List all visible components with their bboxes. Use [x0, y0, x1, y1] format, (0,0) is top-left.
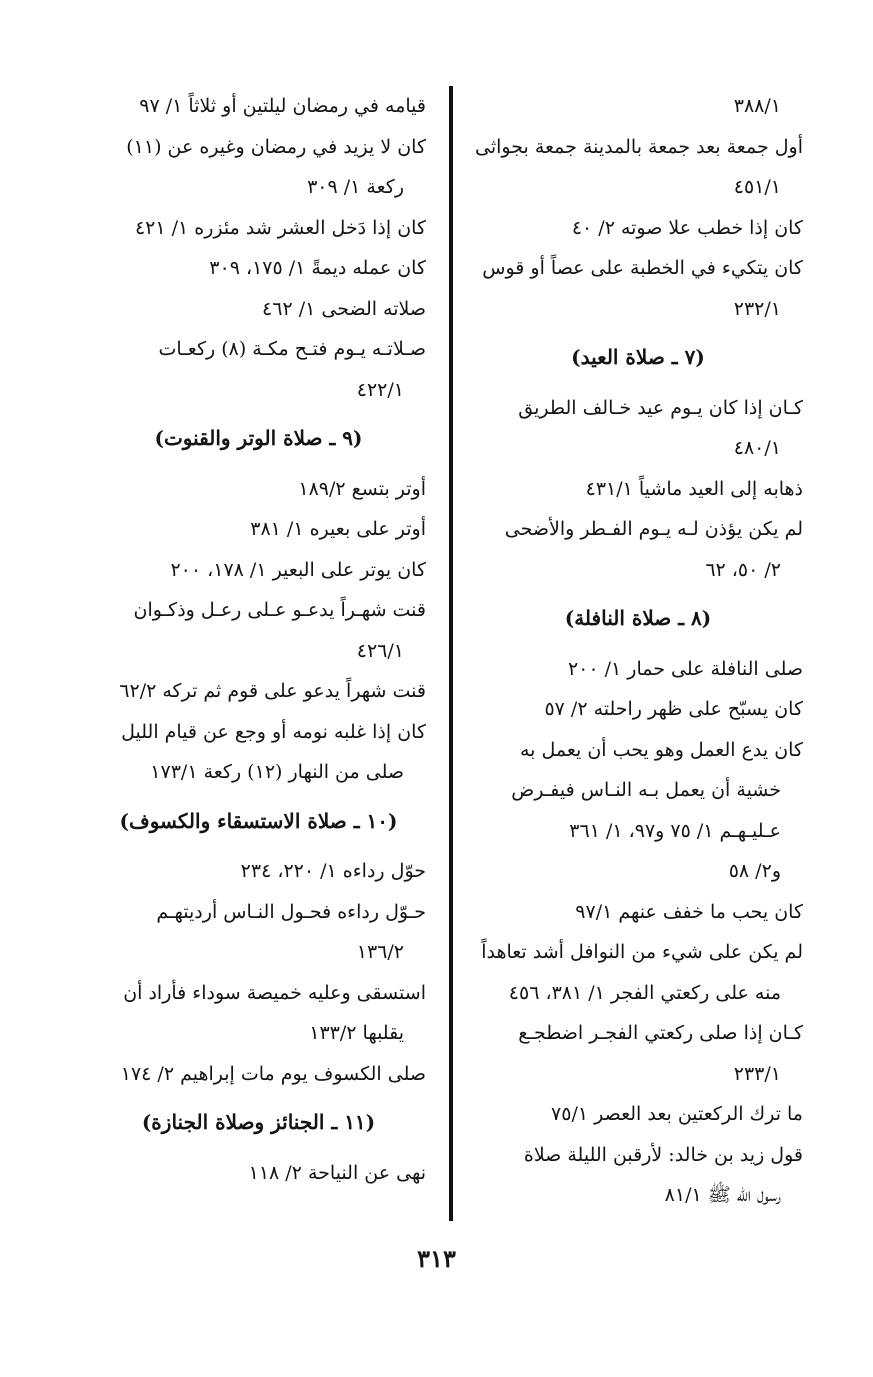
- index-entry-line: صـلاتـه يـوم فتـح مكـة (٨) ركعـات: [158, 338, 426, 360]
- index-entry-line: نهى عن النياحة ٢/ ١١٨: [248, 1161, 426, 1184]
- index-entry-line: لم يكن على شيء من النوافل أشد تعاهداً: [481, 941, 803, 963]
- index-entry-line: كان يوتر على البعير ١/ ١٧٨، ٢٠٠: [170, 558, 426, 581]
- section-heading: (١١ ـ الجنائز وصلاة الجنازة): [141, 1110, 376, 1134]
- index-entry-line: كان إذا خطب علا صوته ٢/ ٤٠: [571, 216, 803, 239]
- index-entry-line: خشية أن يعمل بـه النـاس فيفـرض: [511, 779, 781, 801]
- index-entry-line: ١٣٦/٢: [356, 941, 404, 963]
- index-entry-line: ٤٨٠/١: [733, 437, 781, 459]
- section-heading: (٨ ـ صلاة النافلة): [564, 606, 712, 630]
- index-entry-line: ٤٥١/١: [733, 176, 781, 198]
- index-entry-line: ٢/ ٥٠، ٦٢: [705, 558, 781, 581]
- index-entry-line: صلى من النهار (١٢) ركعة ١٧٣/١: [150, 761, 404, 783]
- index-entry-line: كـان إذا صلى ركعتي الفجـر اضطجـع: [518, 1022, 803, 1044]
- section-heading: (٧ ـ صلاة العيد): [571, 345, 705, 369]
- index-entry-line: أول جمعة بعد جمعة بالمدينة جمعة بجواثى: [475, 135, 803, 158]
- index-entry-line: صلى النافلة على حمار ١/ ٢٠٠: [567, 657, 803, 680]
- index-entry-line: ٤٢٢/١: [356, 378, 404, 401]
- index-entry-line: أوتر بتسع ١٨٩/٢: [298, 477, 426, 500]
- index-entry-line: ٢٣٣/١: [733, 1062, 781, 1085]
- index-column-left: [91, 86, 426, 1193]
- section-heading: (٩ ـ صلاة الوتر والقنوت): [154, 426, 363, 450]
- index-entry-line: قنت شهراً يدعو على قوم ثم تركه ٦٢/٢: [119, 680, 426, 702]
- index-entry-line: حـوّل رداءه فحـول النـاس أرديتهـم: [156, 900, 426, 923]
- index-entry-line: رسول الله ﷺ ٨١/١: [664, 1184, 781, 1206]
- index-entry-line: كان إذا دَخل العشر شد مئزره ١/ ٤٢١: [134, 216, 426, 239]
- index-entry-line: كان يدع العمل وهو يحب أن يعمل به: [519, 738, 803, 761]
- index-entry-line: ٢٣٢/١: [733, 297, 781, 320]
- index-entry-line: كان إذا غلبه نومه أو وجع عن قيام الليل: [121, 720, 426, 743]
- index-entry-line: أوتر على بعيره ١/ ٣٨١: [250, 518, 426, 540]
- index-entry-line: كان لا يزيد في رمضان وغيره عن (١١): [126, 135, 426, 158]
- column-divider: [449, 86, 453, 1221]
- index-entry-line: يقلبها ١٣٣/٢: [309, 1022, 404, 1044]
- index-entry-line: كـان إذا كان يـوم عيد خـالف الطريق: [518, 396, 803, 419]
- index-entry-line: صلاته الضحى ١/ ٤٦٢: [262, 297, 426, 320]
- index-entry-line: كان يسبّح على ظهر راحلته ٢/ ٥٧: [544, 698, 803, 720]
- index-entry-line: صلى الكسوف يوم مات إبراهيم ٢/ ١٧٤: [120, 1062, 426, 1085]
- index-entry-line: كان يحب ما خفف عنهم ٩٧/١: [575, 900, 803, 923]
- index-entry-line: ذهابه إلى العيد ماشياً ٤٣١/١: [585, 477, 803, 500]
- index-entry-line: حوّل رداءه ١/ ٢٢٠، ٢٣٤: [240, 860, 426, 882]
- index-entry-line: ٣٨٨/١: [733, 95, 781, 117]
- index-entry-line: ٤٢٦/١: [356, 639, 404, 662]
- index-entry-line: ما ترك الركعتين بعد العصر ٧٥/١: [551, 1103, 803, 1125]
- index-entry-line: عـليـهـم ١/ ٧٥ و٩٧، ١/ ٣٦١: [569, 819, 781, 842]
- index-entry-line: قنت شهـراً يدعـو عـلى رعـل وذكـوان: [133, 599, 426, 621]
- index-entry-line: كان عمله ديمةً ١/ ١٧٥، ٣٠٩: [209, 257, 426, 279]
- index-entry-line: منه على ركعتي الفجر ١/ ٣٨١، ٤٥٦: [508, 981, 781, 1004]
- index-entry-line: قول زيد بن خالد: لأرقبن الليلة صلاة: [523, 1143, 803, 1166]
- index-entry-line: استسقى وعليه خميصة سوداء فأراد أن: [123, 981, 426, 1004]
- index-entry-line: قيامه في رمضان ليلتين أو ثلاثاً ١/ ٩٧: [139, 95, 426, 117]
- index-entry-line: لم يكن يؤذن لـه يـوم الفـطر والأضحى: [504, 518, 803, 540]
- index-column-right: [473, 86, 803, 1216]
- index-entry-line: و٢/ ٥٨: [728, 860, 781, 882]
- page-number: ٣١٣: [417, 1244, 456, 1273]
- index-entry-line: كان يتكيء في الخطبة على عصاً أو قوس: [482, 257, 803, 279]
- index-entry-line: ركعة ١/ ٣٠٩: [307, 176, 404, 198]
- section-heading: (١٠ ـ صلاة الاستسقاء والكسوف): [119, 808, 398, 833]
